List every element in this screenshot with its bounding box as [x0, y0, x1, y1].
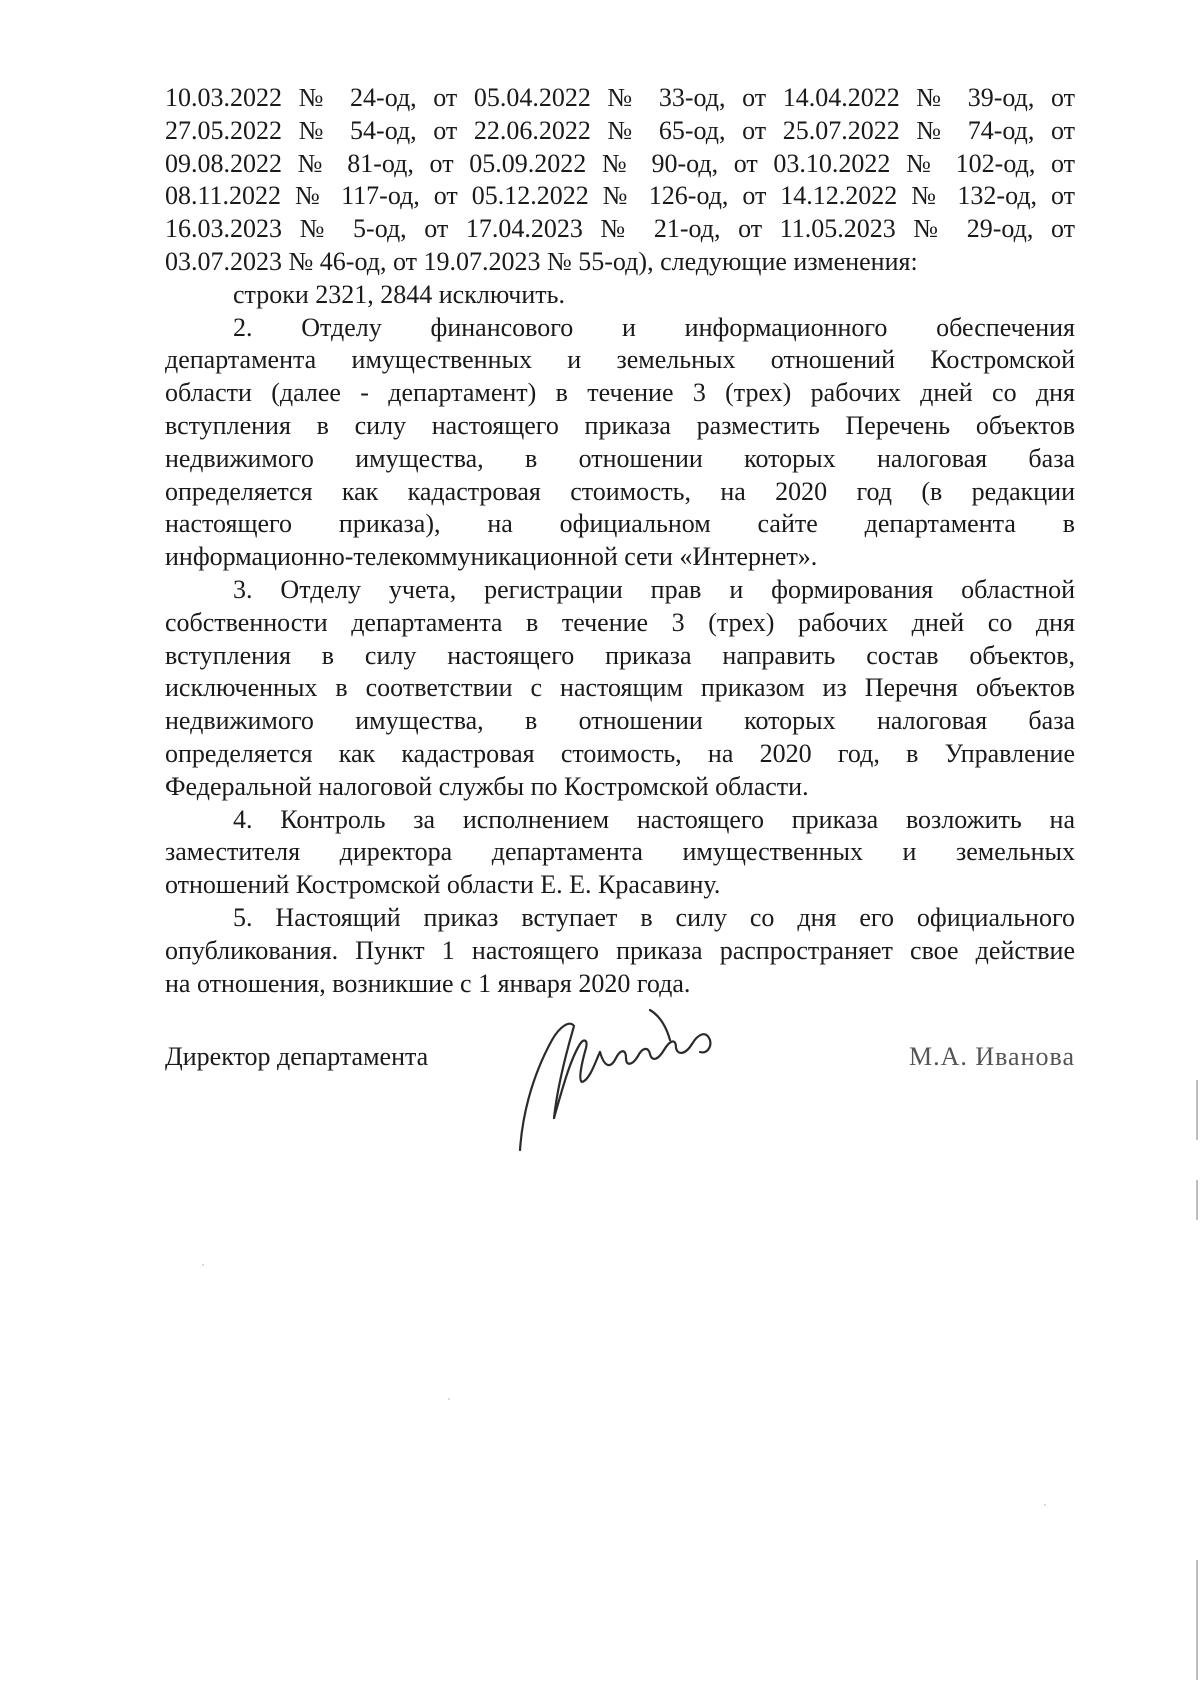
text-line: 16.03.2023 № 5-од, от 17.04.2023 № 21-од, от 11.05.2023 № 29-од, от [165, 214, 1075, 244]
text-line: 2. Отделу финансового и информационного обеспечения [233, 312, 1075, 342]
text-line: исключенных в соответствии с настоящим приказом из Перечня объектов [165, 673, 1075, 703]
document-body [165, 82, 1075, 1000]
text-line: 10.03.2022 № 24-од, от 05.04.2022 № 33-од, от 14.04.2022 № 39-од, от [165, 83, 1075, 112]
scan-edge-mark [1196, 1560, 1198, 1680]
scan-speck [448, 1398, 450, 1400]
text-line: собственности департамента в течение 3 (трех) рабочих дней со дня [165, 607, 1075, 637]
text-line: определяется как кадастровая стоимость, на 2020 год (в редакции [165, 476, 1075, 506]
text-line: 3. Отделу учета, регистрации прав и формирования областной [233, 574, 1075, 604]
text-line: строки 2321, 2844 исключить. [233, 279, 565, 309]
text-line: вступления в силу настоящего приказа направить состав объектов, [165, 640, 1075, 670]
text-line: недвижимого имущества, в отношении которых налоговая база [165, 706, 1075, 736]
text-line: определяется как кадастровая стоимость, на 2020 год, в Управление [165, 738, 1075, 768]
text-line: настоящего приказа), на официальном сайте департамента в [165, 509, 1075, 539]
text-line: информационно-телекоммуникационной сети «Интернет». [165, 542, 818, 572]
text-line: опубликования. Пункт 1 настоящего приказа распространяет свое действие [165, 935, 1075, 965]
text-line: области (далее - департамент) в течение 3 (трех) рабочих дней со дня [165, 378, 1075, 408]
text-line: Федеральной налоговой службы по Костромской области. [165, 771, 809, 801]
text-line: отношений Костромской области Е. Е. Красавину. [165, 870, 721, 900]
scan-speck [1044, 1504, 1046, 1506]
scan-edge-mark [1196, 1180, 1198, 1220]
text-line: заместителя директора департамента имущественных и земельных [165, 837, 1075, 867]
text-line: 4. Контроль за исполнением настоящего приказа возложить на [233, 804, 1075, 834]
text-line: вступления в силу настоящего приказа разместить Перечень объектов [165, 410, 1075, 440]
text-line: 27.05.2022 № 54-од, от 22.06.2022 № 65-од, от 25.07.2022 № 74-од, от [165, 115, 1075, 145]
text-line: 08.11.2022 № 117-од, от 05.12.2022 № 126-од, от 14.12.2022 № 132-од, от [165, 181, 1075, 211]
text-line: недвижимого имущества, в отношении которых налоговая база [165, 443, 1075, 473]
text-line: на отношения, возникшие с 1 января 2020 года. [165, 968, 691, 998]
scan-edge-mark [1196, 1080, 1198, 1140]
signatory-role: Директор департамента [165, 1042, 429, 1071]
text-line: 09.08.2022 № 81-од, от 05.09.2022 № 90-од, от 03.10.2022 № 102-од, от [165, 148, 1075, 178]
text-line: департамента имущественных и земельных отношений Костромской [165, 345, 1075, 375]
text-line: 5. Настоящий приказ вступает в силу со дня его официального [233, 902, 1075, 932]
text-line: 03.07.2023 № 46-од, от 19.07.2023 № 55-од), следующие изменения: [165, 246, 918, 276]
signatory-name: М.А. Иванова [908, 1042, 1075, 1071]
handwritten-signature [500, 1000, 740, 1160]
scan-speck [202, 1264, 204, 1266]
